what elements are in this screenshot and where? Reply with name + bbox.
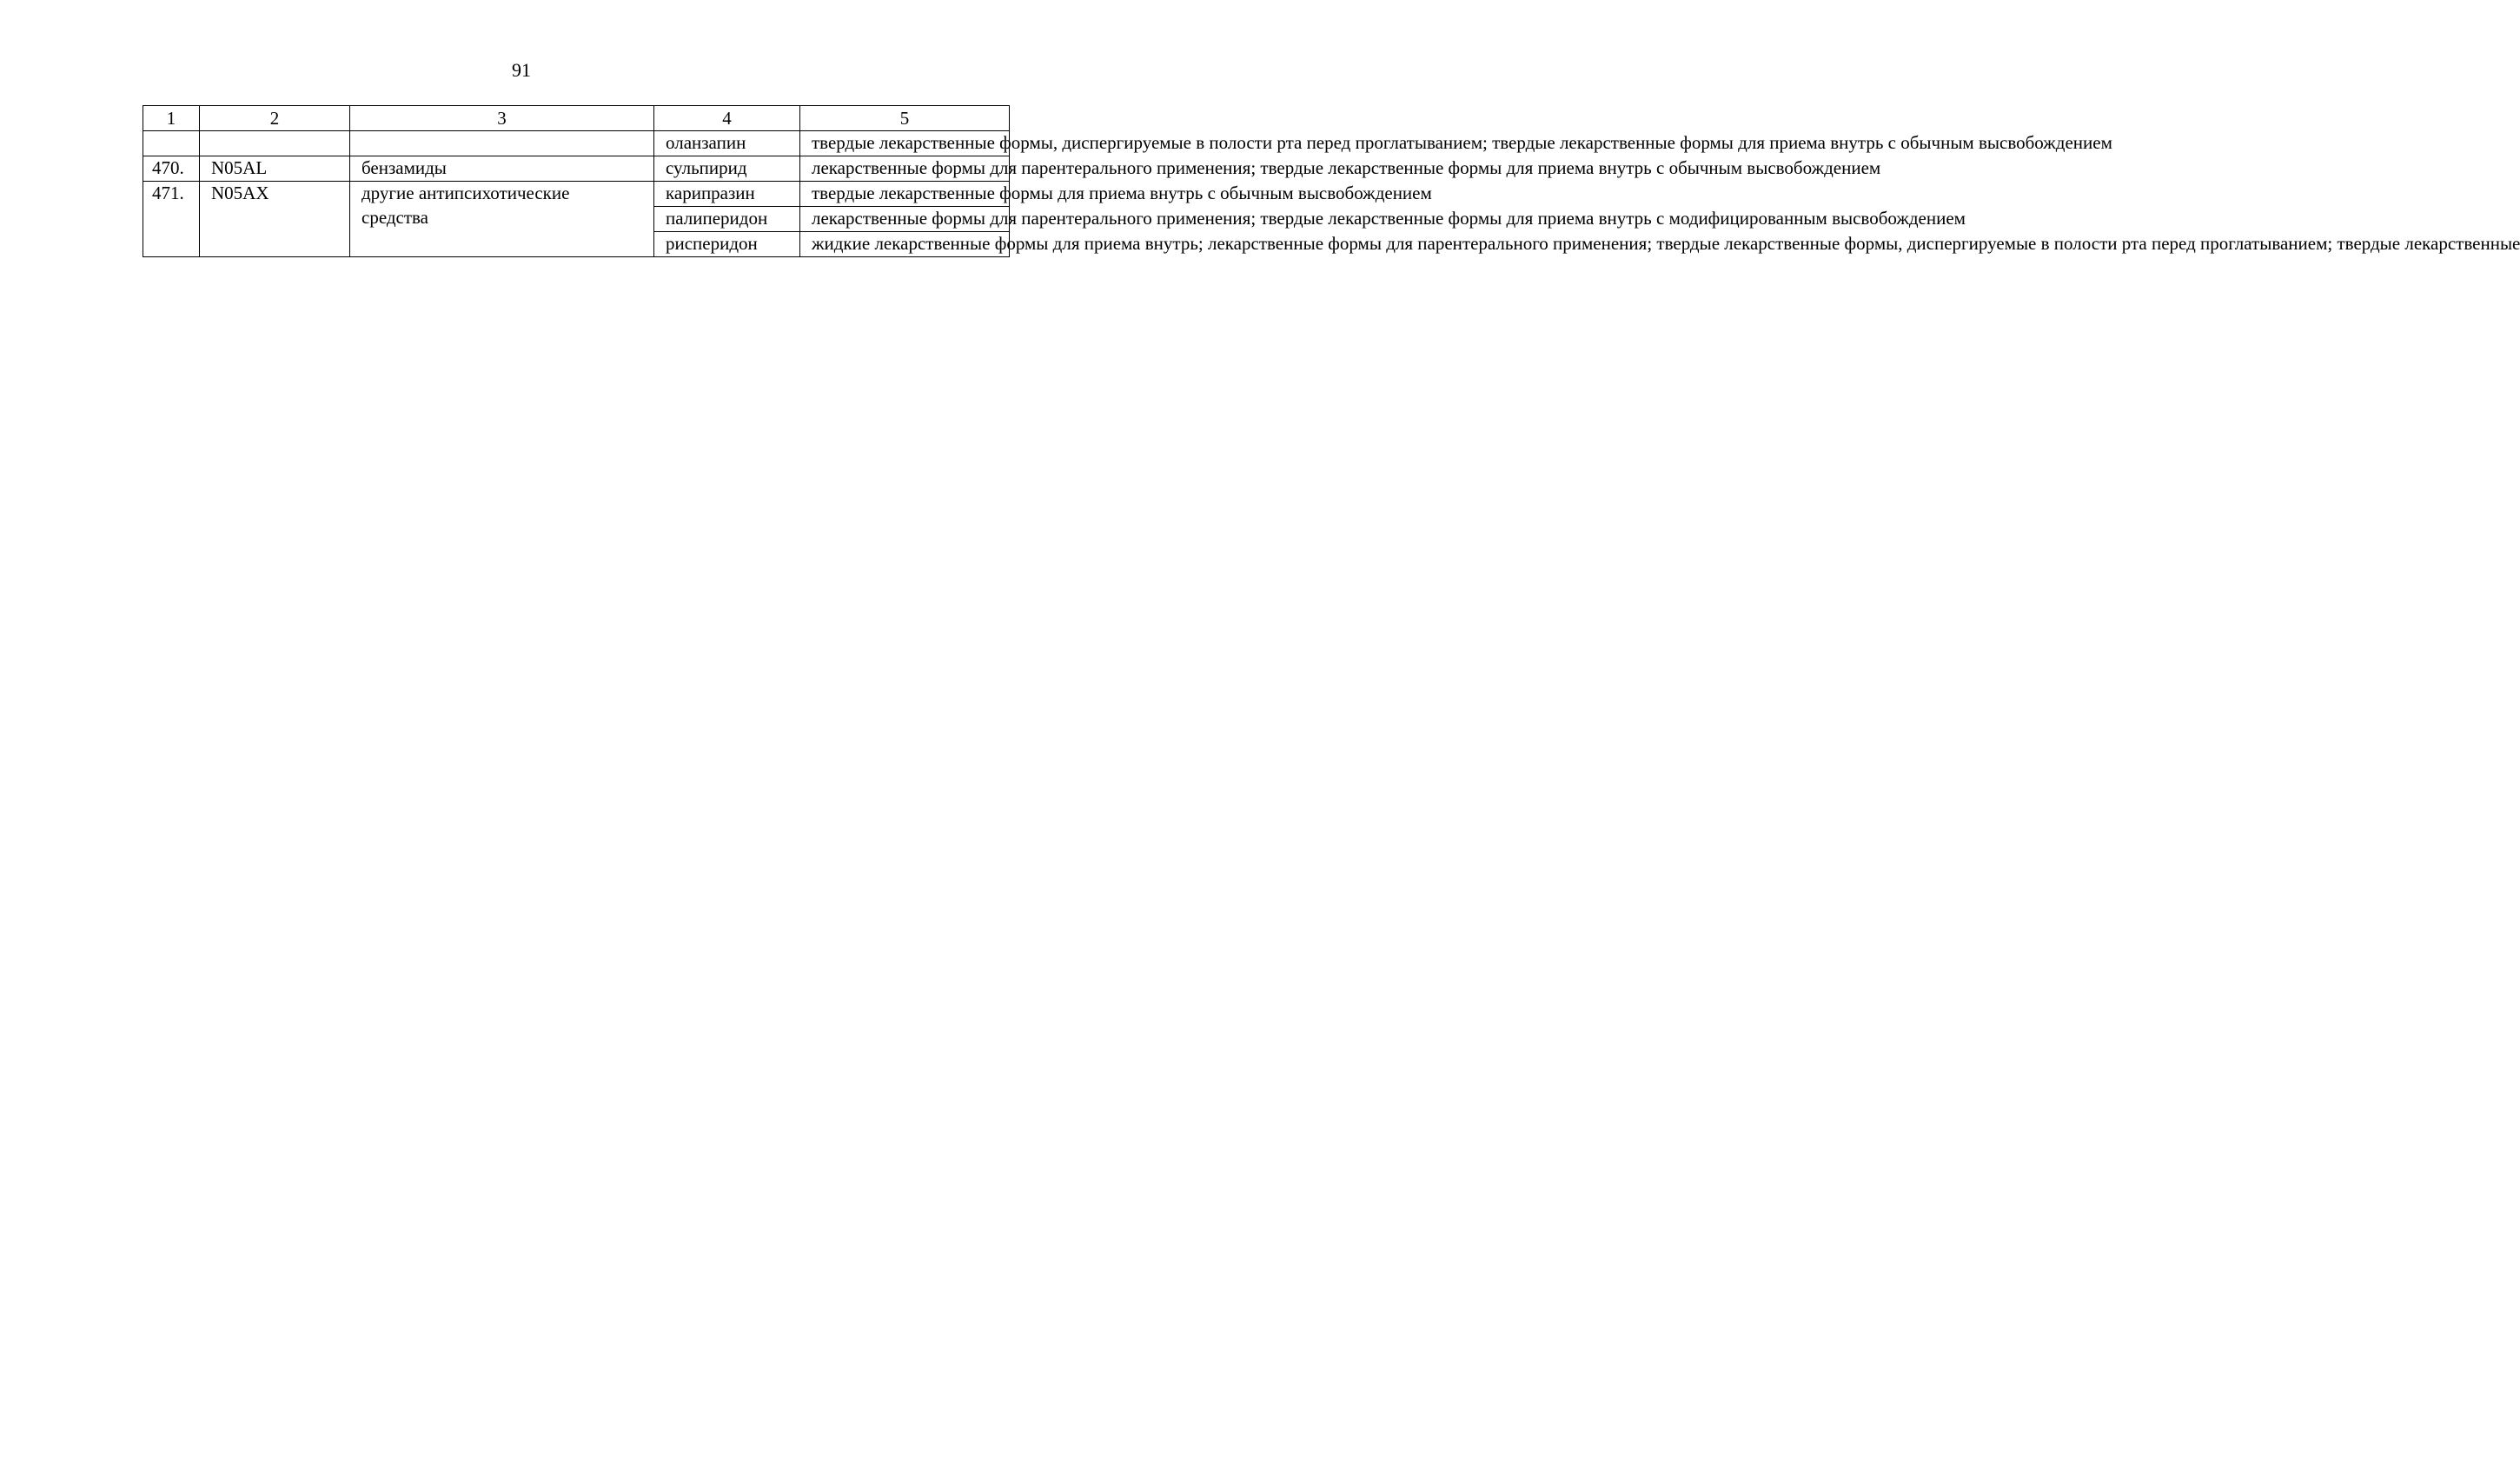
column-header-1: 1 [143,106,200,131]
column-header-5: 5 [800,106,1010,131]
atc-code: N05AL [200,156,350,181]
dosage-forms: лекарственные формы для парентерального применения; твердые лекарственные формы для приема внутрь с обычным высвобождением [800,156,1010,181]
page-number: 91 [512,59,531,81]
column-header-3: 3 [350,106,654,131]
column-header-2: 2 [200,106,350,131]
row-number [143,131,200,156]
drug-group: бензамиды [350,156,654,181]
atc-code [200,131,350,156]
row-number: 470. [143,156,200,181]
table-row [143,181,1010,206]
column-header-4: 4 [654,106,800,131]
drug-name: сульпирид [654,156,800,181]
row-number: 471. [143,181,200,256]
dosage-forms: твердые лекарственные формы для приема внутрь с обычным высвобождением [800,181,1010,206]
table-row [143,156,1010,181]
drug-name: рисперидон [654,231,800,256]
dosage-forms: твердые лекарственные формы, диспергируемые в полости рта перед проглатыванием; твердые лекарственные формы для приема внутрь с обычным высвобождением [800,131,1010,156]
drug-name: палиперидон [654,206,800,231]
drug-group [350,131,654,156]
drug-table [143,105,2520,257]
drug-name: оланзапин [654,131,800,156]
dosage-forms: жидкие лекарственные формы для приема внутрь; лекарственные формы для парентерального применения; твердые лекарственные формы, диспергируемые в полости рта перед проглатыванием; твердые лекарственные [800,231,1010,256]
drug-name: карипразин [654,181,800,206]
table-row [143,131,1010,156]
dosage-forms: лекарственные формы для парентерального применения; твердые лекарственные формы для приема внутрь с модифицированным высвобождением [800,206,1010,231]
atc-code: N05AX [200,181,350,256]
drug-group: другие антипсихотические средства [350,181,654,256]
table-header-row [143,106,1010,131]
